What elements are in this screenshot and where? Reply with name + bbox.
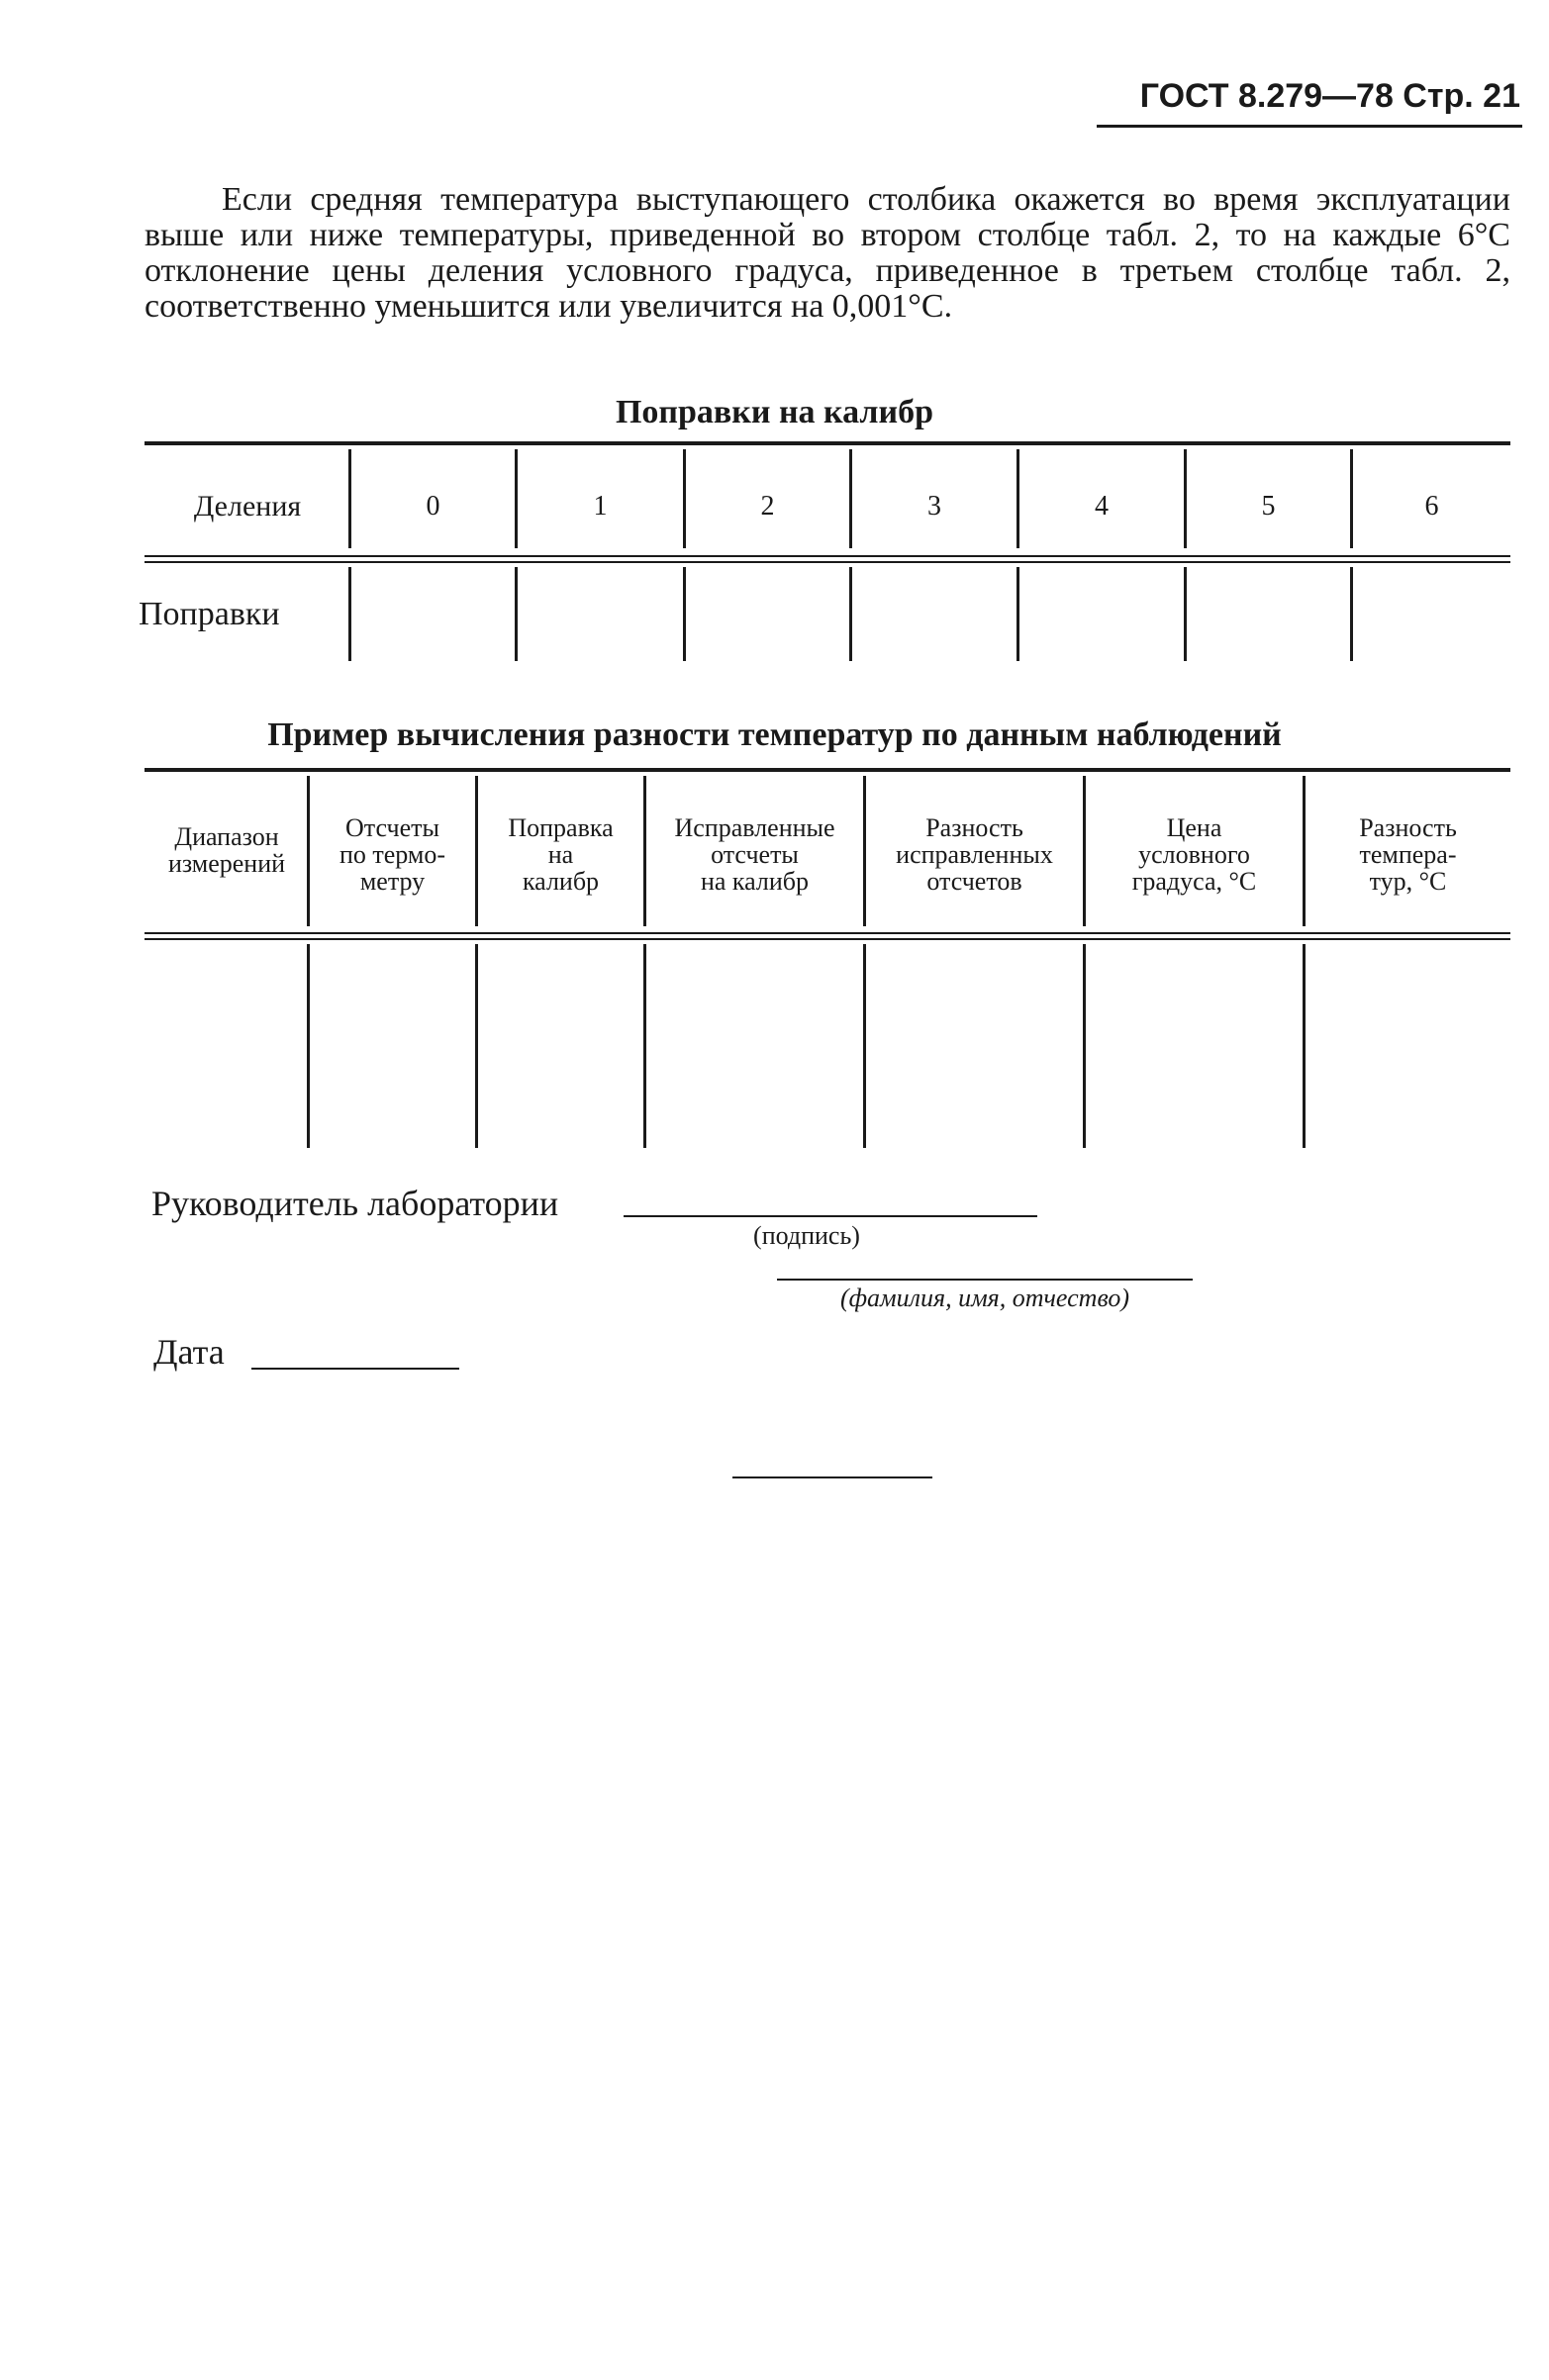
table2-vline — [475, 944, 478, 1148]
table2-vline — [1303, 944, 1306, 1148]
table2-mid-rule-1 — [145, 932, 1510, 934]
table1-row-label-divisions: Деления — [193, 490, 302, 523]
table1-title: Поправки на калибр — [615, 394, 934, 430]
name-line — [777, 1279, 1193, 1281]
table1-vline — [515, 567, 518, 661]
date-label: Дата — [153, 1332, 225, 1372]
name-caption: (фамилия, имя, отчество) — [839, 1284, 1130, 1312]
table1-vline — [849, 567, 852, 661]
table2-header-degree-value: Цена условного градуса, °С — [1131, 813, 1257, 896]
table2-vline — [307, 944, 310, 1148]
table1-vline — [683, 567, 686, 661]
table2-header-difference: Разность исправленных отсчетов — [896, 813, 1053, 896]
page-header: ГОСТ 8.279—78 Стр. 21 — [1139, 77, 1520, 115]
table2-mid-rule-2 — [145, 938, 1510, 940]
table2-header-readings: Отсчеты по термо- метру — [339, 813, 446, 896]
table1-col-5: 5 — [1261, 491, 1276, 522]
table2-vline — [1083, 944, 1086, 1148]
table1-vline — [1184, 567, 1187, 661]
body-paragraph: Если средняя температура выступающего столбика окажется во время эксплуатации выше или ниже температуры, приведенной во втором столбце табл. 2, то на каждые 6°С отклонение цены деления условного градуса, приведенное в третьем столбце табл. 2, соответственно уменьшится или увеличится на 0,001°С. — [145, 181, 1510, 325]
signature-line — [624, 1215, 1037, 1217]
table1-col-0: 0 — [426, 491, 440, 522]
table2-header-corrected-readings: Исправленные отсчеты на калибр — [674, 813, 835, 896]
table2-header-correction: Поправка на калибр — [508, 813, 614, 896]
table1-col-6: 6 — [1424, 491, 1439, 522]
table2-title: Пример вычисления разности температур по данным наблюдений — [267, 716, 1282, 753]
table1-col-4: 4 — [1095, 491, 1109, 522]
table1-top-rule — [145, 441, 1510, 445]
table1-col-3: 3 — [927, 491, 941, 522]
signature-caption: (подпись) — [753, 1221, 860, 1250]
table1-vline — [1350, 567, 1353, 661]
table2-header-range: Диапазон измерений — [167, 822, 286, 878]
table2-vline — [863, 944, 866, 1148]
table2-top-rule — [145, 768, 1510, 772]
table1-col-1: 1 — [593, 491, 608, 522]
table1-col-2: 2 — [760, 491, 775, 522]
table2-header-temperature-diff: Разность темпера- тур, °С — [1359, 813, 1457, 896]
table1-vline — [348, 567, 351, 661]
table2-vline — [643, 944, 646, 1148]
table1-mid-rule-2 — [145, 561, 1510, 563]
end-rule — [732, 1476, 932, 1478]
table1-row-label-corrections: Поправки — [139, 596, 280, 632]
table1-vline — [1017, 567, 1019, 661]
head-of-lab-label: Руководитель лаборатории — [151, 1184, 559, 1223]
header-rule — [1097, 125, 1522, 128]
date-line — [251, 1368, 459, 1370]
table1-mid-rule-1 — [145, 555, 1510, 557]
